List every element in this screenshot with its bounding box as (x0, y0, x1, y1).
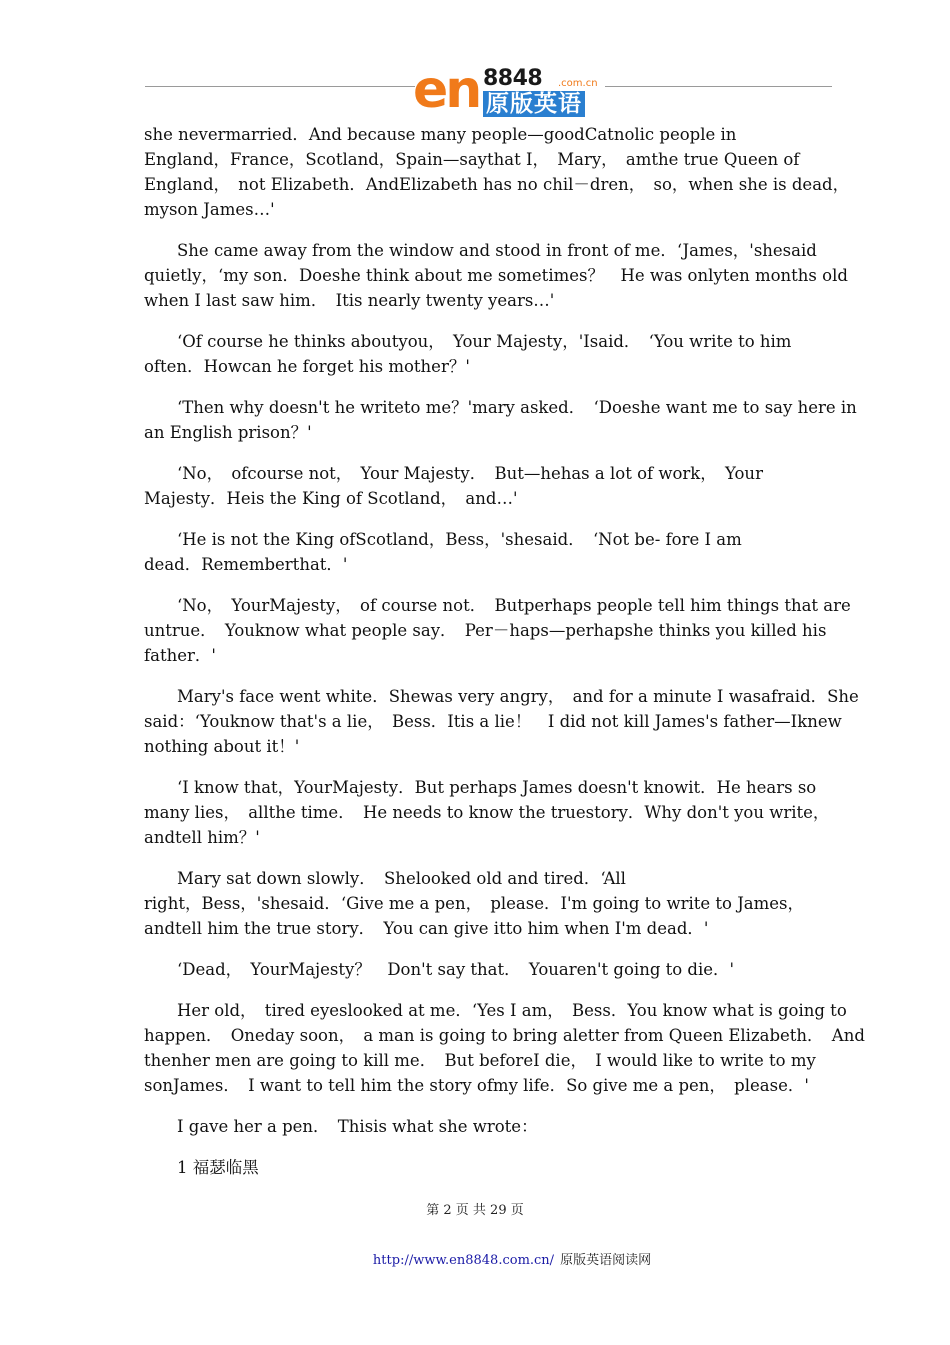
paragraph: I gave her a pen． Thisis what she wrote： (144, 1117, 538, 1136)
paragraph: she nevermarried．And because many people—goodCatnolic people in England，France，Scotland，Spain—saythat I， Mary， amthe true Queen of England， not Elizabeth．AndElizabeth has no chil－dren， so，when she is dead， myson James…' (144, 125, 850, 219)
logo-en-text: en (413, 60, 480, 120)
paragraph: ‘No， YourMajesty， of course not． Butperhaps people tell him things that are untrue． Youknow what people say． Per－haps—perhapshe thinks you killed his father．' (144, 596, 851, 665)
header-rule-left (145, 86, 415, 87)
header-rule-right (605, 86, 832, 87)
paragraph: ‘Of course he thinks aboutyou， Your Majesty，'Isaid． ‘You write to him often．Howcan he forget his mother？' (144, 332, 792, 376)
page-number: 第 2 页 共 29 页 (426, 1203, 524, 1218)
paragraph: ‘No， ofcourse not， Your Majesty． But—hehas a lot of work， Your Majesty．Heis the King of Scotland， and…' (144, 464, 763, 508)
logo-domain: .com.cn (558, 78, 598, 89)
document-body (144, 122, 874, 1196)
footer-site-name: 原版英语阅读网 (560, 1253, 652, 1268)
site-logo[interactable] (413, 60, 607, 120)
footer-url-link[interactable]: http://www.en8848.com.cn/ (372, 1253, 555, 1268)
paragraph: She came away from the window and stood in front of me．‘James，'shesaid quietly，‘my son．Doeshe think about me sometimes？ He was onlyten months old when I last saw him． Itis nearly twenty years…' (144, 241, 848, 310)
paragraph: Mary sat down slowly． Shelooked old and tired．‘All right，Bess，'shesaid．‘Give me a pen， please．I'm going to write to James， andtell him the true story． You can give itto him when I'm dead．' (144, 869, 805, 938)
paragraph: ‘I know that，YourMajesty．But perhaps James doesn't knowit．He hears so many lies， allthe time． He needs to know the truestory．Why don't you write， andtell him？' (144, 778, 830, 847)
paragraph: ‘He is not the King ofScotland，Bess，'shesaid． ‘Not be- fore I am dead．Rememberthat．' (144, 530, 742, 574)
paragraph: ‘Then why doesn't he writeto me？'mary asked． ‘Doeshe want me to say here in an English prison？' (144, 398, 857, 442)
paragraph: Her old， tired eyeslooked at me．‘Yes I am， Bess．You know what is going to happen． Oneday soon， a man is going to bring aletter from Queen Elizabeth． And thenher men are going to kill me． But beforeI die， I would like to write to my sonJames． I want to tell him the story ofmy life．So give me a pen， please．' (144, 1001, 865, 1095)
paragraph: ‘Dead， YourMajesty？ Don't say that． Youaren't going to die．' (144, 960, 735, 979)
footer (0, 1249, 950, 1268)
logo-number: 8848 (483, 66, 543, 91)
logo-chinese-banner: 原版英语 (483, 91, 585, 117)
paragraph: Mary's face went white．Shewas very angry， and for a minute I wasafraid．She said：‘Youknow that's a lie， Bess．Itis a lie！ I did not kill James's father—Iknew nothing about it！' (144, 687, 859, 756)
chapter-heading: 1 福瑟临黑 (144, 1158, 259, 1177)
